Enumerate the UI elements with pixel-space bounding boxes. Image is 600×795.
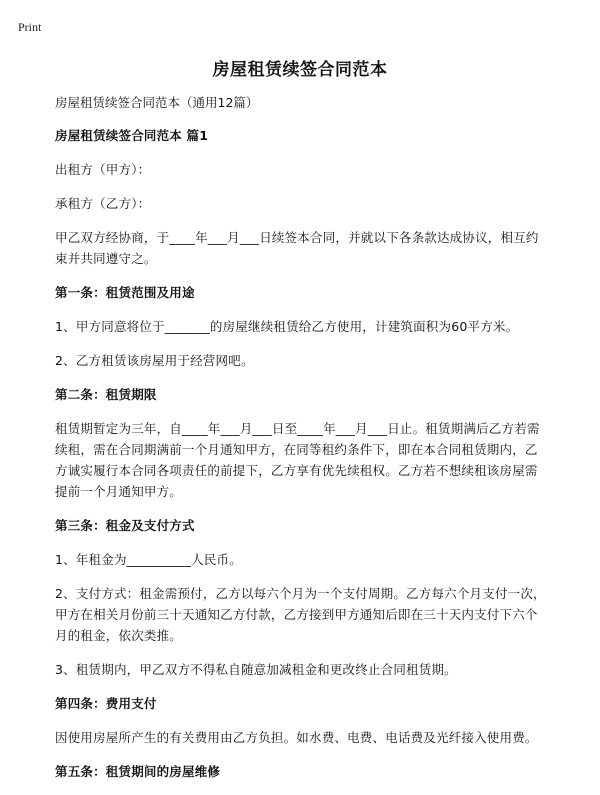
article-heading: 第二条：租赁期限 <box>55 387 157 402</box>
article-paragraph: 租赁期暂定为三年，自____年___月___日至____年___月___日止。租赁期满后乙方若需续租，需在合同期满前一个月通知甲方，在同等租约条件下，即在本合同租赁期内，乙方诚实履行本合同各项责任的前提下，乙方享有优先续租权。乙方若不想续租该房屋需提前一个月通知甲方。 <box>55 421 540 499</box>
article-paragraph: 1、年租金为__________人民币。 <box>55 552 242 567</box>
article-heading: 第一条：租赁范围及用途 <box>55 285 195 300</box>
document-body <box>55 92 548 795</box>
section-title: 房屋租赁续签合同范本 篇1 <box>55 128 209 143</box>
print-link[interactable]: Print <box>18 20 42 34</box>
article-paragraph: 2、支付方式：租金需预付，乙方以每六个月为一个支付周期。乙方每六个月支付一次，甲方在相关月份前三十天通知乙方付款，乙方接到甲方通知后即在三十天内支付下六个月的租金，依次类推。 <box>55 586 546 643</box>
article-heading: 第五条：租赁期间的房屋维修 <box>55 764 221 779</box>
lessee-line: 承租方（乙方）： <box>55 196 151 211</box>
document-title: 房屋租赁续签合同范本 <box>212 60 388 80</box>
article-paragraph: 2、乙方租赁该房屋用于经营网吧。 <box>55 353 254 368</box>
document-subtitle: 房屋租赁续签合同范本（通用12篇） <box>55 95 259 110</box>
article-heading: 第三条：租金及支付方式 <box>55 518 195 533</box>
article-heading: 第四条：费用支付 <box>55 696 157 711</box>
article-paragraph: 1、甲方同意将位于_______的房屋继续租赁给乙方使用，计建筑面积为60平方米。 <box>55 319 519 334</box>
intro-paragraph: 甲乙双方经协商，于____年___月___日续签本合同，并就以下各条款达成协议，相互约束并共同遵守之。 <box>55 230 539 266</box>
article-paragraph: 因使用房屋所产生的有关费用由乙方负担。如水费、电费、电话费及光纤接入使用费。 <box>55 730 538 745</box>
article-paragraph: 3、租赁期内，甲乙双方不得私自随意加减租金和更改终止合同租赁期。 <box>55 662 457 677</box>
lessor-line: 出租方（甲方）： <box>55 162 151 177</box>
